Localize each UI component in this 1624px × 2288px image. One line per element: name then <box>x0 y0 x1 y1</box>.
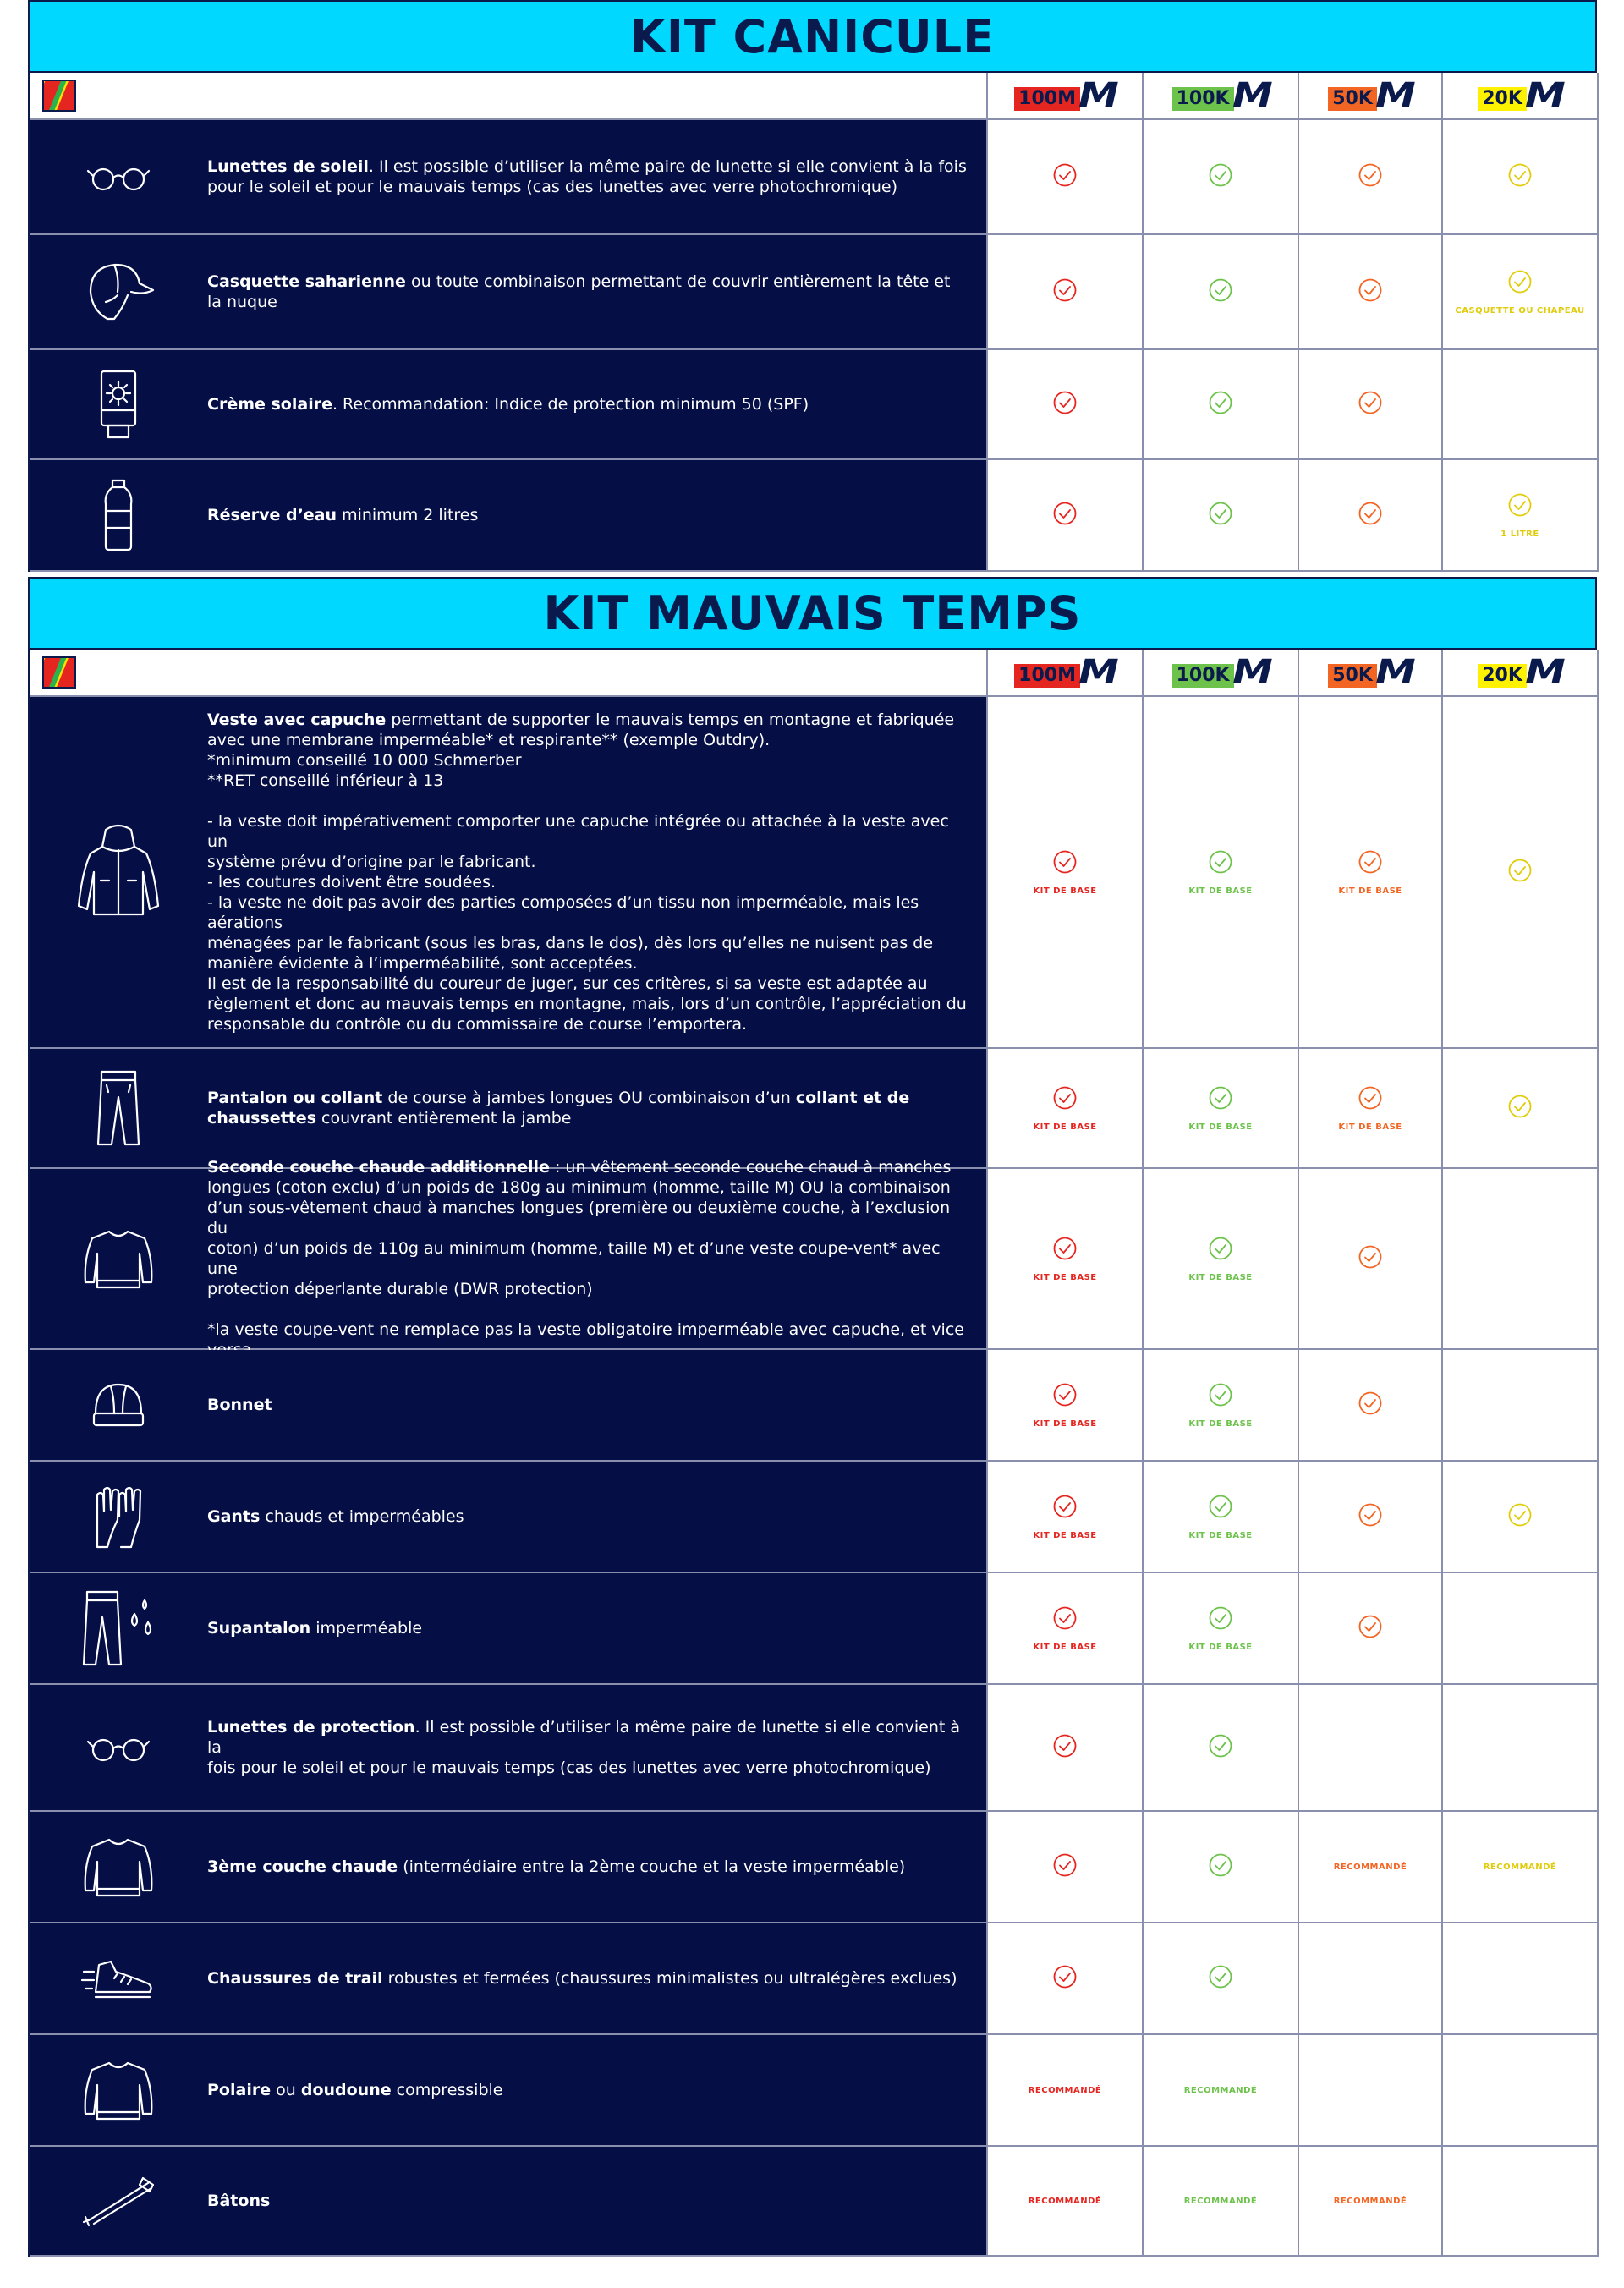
check-circle-icon <box>1358 501 1383 529</box>
check-circle-icon <box>1358 849 1383 878</box>
requirement-cell-50k <box>1299 1350 1443 1462</box>
requirement-note: KIT DE BASE <box>1033 1418 1097 1429</box>
requirement-note: KIT DE BASE <box>1033 1122 1097 1132</box>
item-name: doudoune <box>300 2081 392 2099</box>
requirement-cell-50k <box>1299 1923 1443 2035</box>
kit-grid <box>28 73 1597 572</box>
section-title: KIT CANICULE <box>28 0 1597 73</box>
requirement-note: CASQUETTE OU CHAPEAU <box>1455 305 1585 315</box>
requirement-cell-50k <box>1299 2035 1443 2147</box>
requirement-cell-100k <box>1144 2147 1299 2257</box>
item-text <box>207 1088 926 1128</box>
third-layer-icon <box>30 1833 207 1901</box>
requirement-cell-100k <box>1144 697 1299 1049</box>
item-name: Chaussures de trail <box>207 1969 383 1988</box>
check-circle-icon <box>1208 1494 1233 1523</box>
section-kit-canicule <box>28 0 1597 572</box>
requirement-cell-20k <box>1443 1350 1599 1462</box>
item-description-cell <box>30 235 988 350</box>
requirement-note: KIT DE BASE <box>1033 1530 1097 1540</box>
check-circle-icon <box>1507 162 1533 191</box>
check-circle-icon <box>1507 1094 1533 1122</box>
item-description-cell <box>30 1685 988 1812</box>
race-header-100k <box>1144 650 1299 697</box>
item-name: 3ème couche chaude <box>207 1857 398 1876</box>
requirement-cell-100k <box>1144 1462 1299 1573</box>
race-header-50k <box>1299 73 1443 120</box>
item-description-cell <box>30 2147 988 2257</box>
race-badge <box>1014 653 1119 692</box>
check-circle-icon <box>1358 162 1383 191</box>
requirement-note: KIT DE BASE <box>1188 1122 1253 1132</box>
race-label: 50K <box>1328 664 1377 688</box>
requirement-cell-20k <box>1443 120 1599 235</box>
item-text <box>207 156 984 197</box>
item-detail: . Il est possible d’utiliser la même paire de lunette si elle convient à la fois pour le soleil et pour le mauvais temps (cas des lunettes avec verre photochromique) <box>207 157 967 196</box>
requirement-cell-20k <box>1443 1462 1599 1573</box>
item-name: Polaire <box>207 2081 272 2099</box>
check-circle-icon <box>1052 501 1078 529</box>
brand-m-icon: M <box>1078 653 1119 692</box>
requirement-cell-100k <box>1144 1049 1299 1169</box>
check-circle-icon <box>1052 1382 1078 1411</box>
requirement-cell-20k <box>1443 2147 1599 2257</box>
race-label: 100M <box>1014 664 1080 688</box>
item-text <box>207 1395 289 1415</box>
requirement-cell-20k <box>1443 460 1599 572</box>
item-name: Crème solaire <box>207 395 332 414</box>
check-circle-icon <box>1507 858 1533 886</box>
race-label: 100K <box>1172 664 1234 688</box>
check-circle-icon <box>1208 1852 1233 1881</box>
sunscreen-icon <box>30 366 207 442</box>
poles-icon <box>30 2171 207 2230</box>
requirement-note: 1 LITRE <box>1501 529 1539 539</box>
race-header-50k <box>1299 650 1443 697</box>
requirement-cell-100m <box>988 235 1144 350</box>
race-badge <box>1328 76 1416 115</box>
requirement-cell-100m <box>988 697 1144 1049</box>
item-detail: chauds et imperméables <box>260 1507 464 1526</box>
item-detail: permettant de supporter le mauvais temps en montagne et fabriquée avec une membrane imperméable* et respirante** (exemple Outdry). *minimum conseillé 10 000 Schmerber **RET conseillé inférieur à 13 - la veste doit impérativement comporter une capuche intégrée ou attachée à la veste avec un système prévu d’origine par le fabricant. - les coutures doivent être soudées. - la veste ne doit pas avoir des parties composées d’un tissu non imperméable, mais les aérations ménagées par le fabricant (sous les bras, dans le dos), dès lors qu’elles ne nuisent pas de manière évidente à l’imperméabilité, sont acceptées. Il est de la responsabilité du coureur de juger, sur ces critères, si sa veste est adaptée au règlement et donc au mauvais temps en montagne, mais, lors d’un contrôle, l’appréciation du responsable du contrôle ou du commissaire de course l’emportera. <box>207 711 967 1034</box>
item-description-cell <box>30 1573 988 1685</box>
water-bottle-icon <box>30 477 207 553</box>
item-name: Lunettes de soleil <box>207 157 369 176</box>
item-detail: imperméable <box>310 1619 423 1638</box>
item-detail: robustes et fermées (chaussures minimalistes ou ultralégères exclues) <box>382 1969 957 1988</box>
race-badge <box>1478 653 1566 692</box>
check-circle-icon <box>1208 1605 1233 1634</box>
item-description-cell <box>30 1350 988 1462</box>
requirement-cell-100m <box>988 1169 1144 1350</box>
item-description-cell <box>30 1462 988 1573</box>
requirement-cell-100m <box>988 2035 1144 2147</box>
race-label: 50K <box>1328 87 1377 111</box>
requirement-cell-20k <box>1443 697 1599 1049</box>
requirement-cell-100m <box>988 2147 1144 2257</box>
race-label: 20K <box>1478 87 1527 111</box>
item-detail: couvrant entièrement la jambe <box>316 1109 572 1128</box>
header-flag-cell <box>30 73 988 120</box>
section-title: KIT MAUVAIS TEMPS <box>28 577 1597 650</box>
requirement-cell-100m <box>988 460 1144 572</box>
requirement-cell-100k <box>1144 120 1299 235</box>
item-name: collant et de chaussettes <box>207 1089 910 1128</box>
check-circle-icon <box>1052 1605 1078 1634</box>
requirement-cell-50k <box>1299 1812 1443 1923</box>
requirement-note: KIT DE BASE <box>1338 886 1402 896</box>
fleece-icon <box>30 2056 207 2124</box>
check-circle-icon <box>1358 1614 1383 1643</box>
item-text <box>207 1717 986 1778</box>
beanie-icon <box>30 1380 207 1430</box>
brand-m-icon: M <box>1078 76 1119 115</box>
check-circle-icon <box>1507 492 1533 521</box>
requirement-cell-50k <box>1299 120 1443 235</box>
check-circle-icon <box>1052 1964 1078 1993</box>
brand-m-icon: M <box>1524 76 1566 115</box>
check-circle-icon <box>1507 269 1533 298</box>
requirement-note: KIT DE BASE <box>1338 1122 1402 1132</box>
check-circle-icon <box>1358 1502 1383 1531</box>
requirement-cell-20k <box>1443 1573 1599 1685</box>
item-detail: minimum 2 litres <box>337 506 479 524</box>
sweater-icon <box>30 1225 207 1292</box>
requirement-cell-20k <box>1443 350 1599 460</box>
item-text <box>207 2191 287 2211</box>
item-name: Casquette saharienne <box>207 272 406 291</box>
flag-logo-icon <box>42 656 76 689</box>
item-description-cell <box>30 1923 988 2035</box>
check-circle-icon <box>1052 162 1078 191</box>
check-circle-icon <box>1052 390 1078 419</box>
item-description-cell <box>30 1812 988 1923</box>
gloves-icon <box>30 1483 207 1550</box>
item-detail: ou toute combinaison permettant de couvrir entièrement la tête et la nuque <box>207 272 951 311</box>
requirement-note: RECOMMANDÉ <box>1333 2196 1407 2206</box>
race-header-100k <box>1144 73 1299 120</box>
requirement-cell-100m <box>988 120 1144 235</box>
brand-m-icon: M <box>1232 653 1273 692</box>
sunglasses-icon <box>30 156 207 198</box>
check-circle-icon <box>1208 1236 1233 1265</box>
requirement-note: KIT DE BASE <box>1188 1530 1253 1540</box>
race-header-100m <box>988 650 1144 697</box>
brand-m-icon: M <box>1232 76 1273 115</box>
brand-m-icon: M <box>1524 653 1566 692</box>
item-name: Pantalon ou collant <box>207 1089 383 1107</box>
requirement-cell-20k <box>1443 1812 1599 1923</box>
check-circle-icon <box>1208 277 1233 306</box>
requirement-cell-50k <box>1299 1169 1443 1350</box>
requirement-note: RECOMMANDÉ <box>1183 2085 1258 2095</box>
requirement-cell-50k <box>1299 1573 1443 1685</box>
race-badge <box>1172 76 1273 115</box>
race-badge <box>1478 76 1566 115</box>
cap-icon <box>30 258 207 326</box>
requirement-cell-100k <box>1144 1169 1299 1350</box>
requirement-cell-100m <box>988 1685 1144 1812</box>
kit-table-page <box>28 0 1597 2257</box>
check-circle-icon <box>1052 1852 1078 1881</box>
race-badge <box>1014 76 1119 115</box>
item-text <box>207 1968 974 1989</box>
requirement-cell-50k <box>1299 350 1443 460</box>
requirement-cell-100k <box>1144 1923 1299 2035</box>
requirement-cell-20k <box>1443 1685 1599 1812</box>
item-text <box>207 710 986 1034</box>
requirement-note: KIT DE BASE <box>1033 886 1097 896</box>
flag-logo-icon <box>42 80 76 112</box>
requirement-cell-20k <box>1443 235 1599 350</box>
item-name: Veste avec capuche <box>207 711 387 729</box>
requirement-cell-100m <box>988 1812 1144 1923</box>
race-label: 100M <box>1014 87 1080 111</box>
check-circle-icon <box>1208 501 1233 529</box>
requirement-note: RECOMMANDÉ <box>1028 2196 1102 2206</box>
requirement-cell-50k <box>1299 1049 1443 1169</box>
requirement-note: KIT DE BASE <box>1188 1418 1253 1429</box>
requirement-note: KIT DE BASE <box>1188 1272 1253 1282</box>
check-circle-icon <box>1208 162 1233 191</box>
check-circle-icon <box>1208 849 1233 878</box>
check-circle-icon <box>1052 1733 1078 1762</box>
requirement-cell-100k <box>1144 350 1299 460</box>
item-name: Réserve d’eau <box>207 506 337 524</box>
item-detail: compressible <box>391 2081 503 2099</box>
check-circle-icon <box>1208 1733 1233 1762</box>
check-circle-icon <box>1208 1382 1233 1411</box>
check-circle-icon <box>1507 1502 1533 1531</box>
check-circle-icon <box>1208 390 1233 419</box>
overtrousers-icon <box>30 1588 207 1669</box>
kit-grid <box>28 650 1597 2257</box>
requirement-cell-100k <box>1144 2035 1299 2147</box>
requirement-cell-50k <box>1299 1685 1443 1812</box>
requirement-note: RECOMMANDÉ <box>1028 2085 1102 2095</box>
item-text <box>207 505 495 525</box>
race-label: 100K <box>1172 87 1234 111</box>
item-text <box>207 272 967 312</box>
header-flag-cell <box>30 650 988 697</box>
trail-shoe-icon <box>30 1953 207 2004</box>
item-description-cell <box>30 120 988 235</box>
requirement-cell-50k <box>1299 2147 1443 2257</box>
item-text <box>207 1157 986 1360</box>
requirement-note: RECOMMANDÉ <box>1483 1862 1557 1872</box>
requirement-note: KIT DE BASE <box>1188 886 1253 896</box>
requirement-cell-100m <box>988 1462 1144 1573</box>
section-kit-mauvais-temps <box>28 577 1597 2257</box>
requirement-cell-20k <box>1443 2035 1599 2147</box>
item-text <box>207 1857 922 1877</box>
requirement-cell-20k <box>1443 1049 1599 1169</box>
requirement-cell-100k <box>1144 1350 1299 1462</box>
item-name: Bonnet <box>207 1396 272 1414</box>
goggles-icon <box>30 1726 207 1769</box>
brand-m-icon: M <box>1374 76 1416 115</box>
requirement-cell-100m <box>988 1573 1144 1685</box>
item-name: Seconde couche chaude additionnelle <box>207 1158 550 1177</box>
check-circle-icon <box>1052 1085 1078 1114</box>
check-circle-icon <box>1358 277 1383 306</box>
requirement-cell-100m <box>988 1049 1144 1169</box>
jacket-icon <box>30 821 207 923</box>
item-description-cell <box>30 1049 988 1169</box>
requirement-cell-100k <box>1144 1685 1299 1812</box>
item-description-cell <box>30 350 988 460</box>
item-detail: . Il est possible d’utiliser la même paire de lunette si elle convient à la fois pour le soleil et pour le mauvais temps (cas des lunettes avec verre photochromique) <box>207 1718 961 1777</box>
requirement-note: KIT DE BASE <box>1188 1642 1253 1652</box>
requirement-cell-100m <box>988 350 1144 460</box>
check-circle-icon <box>1052 849 1078 878</box>
requirement-cell-100m <box>988 1923 1144 2035</box>
item-description-cell <box>30 2035 988 2147</box>
check-circle-icon <box>1358 1085 1383 1114</box>
race-badge <box>1328 653 1416 692</box>
requirement-note: RECOMMANDÉ <box>1333 1862 1407 1872</box>
requirement-cell-50k <box>1299 1462 1443 1573</box>
requirement-cell-20k <box>1443 1169 1599 1350</box>
item-detail: ou <box>271 2081 301 2099</box>
item-text <box>207 1506 481 1527</box>
requirement-note: KIT DE BASE <box>1033 1642 1097 1652</box>
check-circle-icon <box>1208 1085 1233 1114</box>
check-circle-icon <box>1052 1494 1078 1523</box>
race-header-20k <box>1443 650 1599 697</box>
check-circle-icon <box>1052 277 1078 306</box>
pants-icon <box>30 1068 207 1149</box>
check-circle-icon <box>1358 390 1383 419</box>
check-circle-icon <box>1358 1391 1383 1419</box>
requirement-cell-20k <box>1443 1923 1599 2035</box>
requirement-cell-50k <box>1299 697 1443 1049</box>
item-detail: : un vêtement seconde couche chaud à manches longues (coton exclu) d’un poids de 180g au minimum (homme, taille M) OU la combinaison d’un sous-vêtement chaud à manches longues (première ou deuxième couche, à l’exclusion du coton) d’un poids de 110g au minimum (homme, taille M) et d’une veste coupe-vent* avec une protection déperlante durable (DWR protection) *la veste coupe-vent ne remplace pas la veste obligatoire imperméable avec capuche, et vice <box>207 1158 964 1339</box>
check-circle-icon <box>1052 1236 1078 1265</box>
item-description-cell <box>30 697 988 1049</box>
item-name: Bâtons <box>207 2192 271 2210</box>
item-name: Supantalon <box>207 1619 311 1638</box>
item-detail: (intermédiaire entre la 2ème couche et la veste imperméable) <box>398 1857 906 1876</box>
requirement-cell-100m <box>988 1350 1144 1462</box>
requirement-cell-50k <box>1299 460 1443 572</box>
requirement-cell-100k <box>1144 1812 1299 1923</box>
item-name: Lunettes de protection <box>207 1718 415 1737</box>
race-badge <box>1172 653 1273 692</box>
item-text <box>207 1618 439 1638</box>
check-circle-icon <box>1358 1244 1383 1273</box>
item-description-cell <box>30 460 988 572</box>
race-header-20k <box>1443 73 1599 120</box>
item-detail: . Recommandation: Indice de protection minimum 50 (SPF) <box>332 395 809 414</box>
requirement-note: KIT DE BASE <box>1033 1272 1097 1282</box>
item-description-cell <box>30 1158 988 1350</box>
check-circle-icon <box>1208 1964 1233 1993</box>
requirement-note: RECOMMANDÉ <box>1183 2196 1258 2206</box>
item-detail: de course à jambes longues OU combinaison d’un <box>382 1089 796 1107</box>
item-text <box>207 394 826 414</box>
requirement-cell-50k <box>1299 235 1443 350</box>
requirement-cell-100k <box>1144 1573 1299 1685</box>
item-text <box>207 2080 520 2100</box>
race-header-100m <box>988 73 1144 120</box>
brand-m-icon: M <box>1374 653 1416 692</box>
race-label: 20K <box>1478 664 1527 688</box>
requirement-cell-100k <box>1144 460 1299 572</box>
item-name: Gants <box>207 1507 261 1526</box>
requirement-cell-100k <box>1144 235 1299 350</box>
